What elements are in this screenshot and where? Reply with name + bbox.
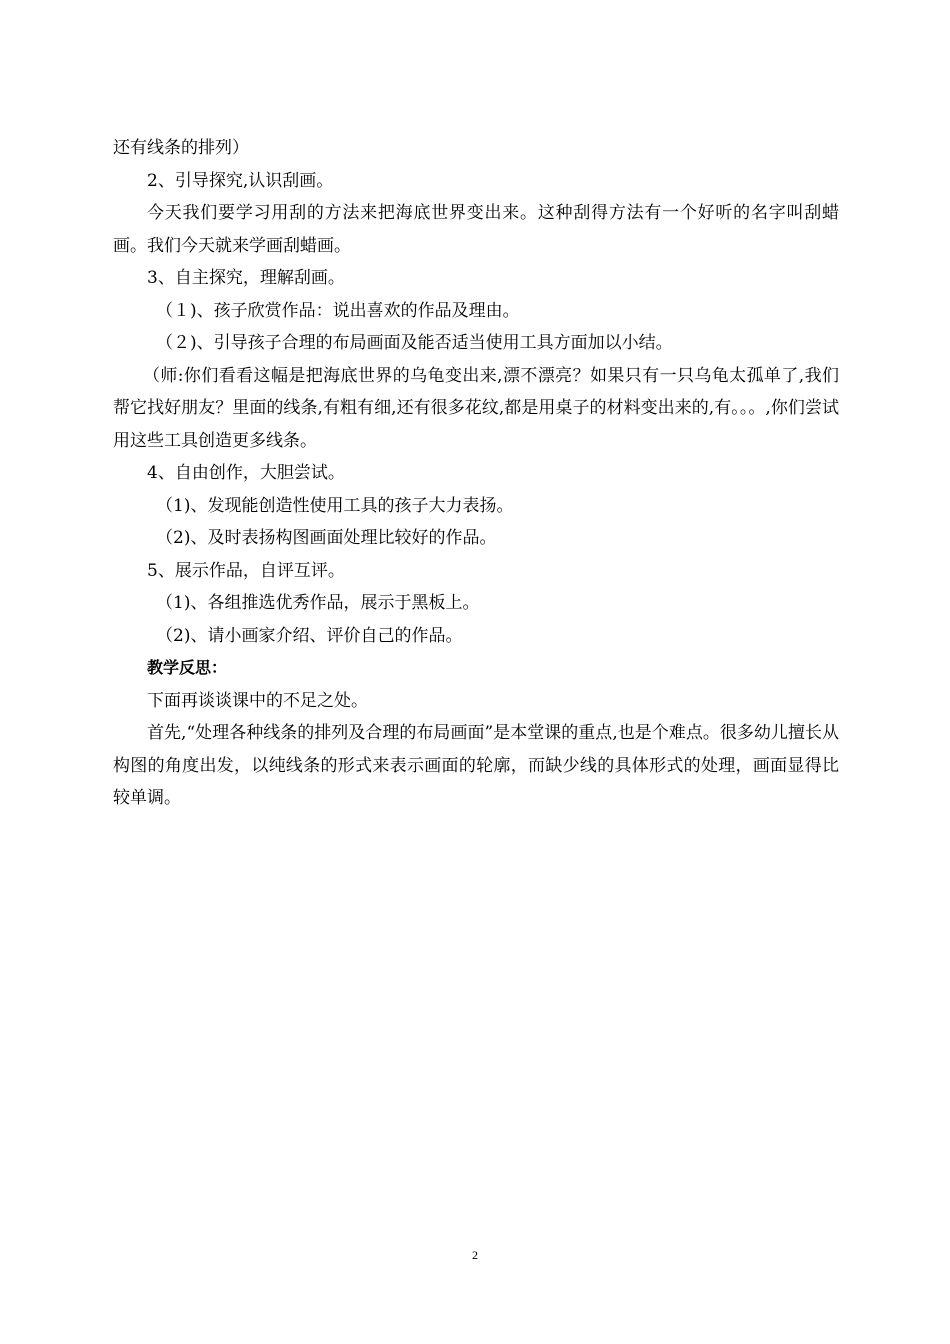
step-4-heading: 4、自由创作，大胆尝试。 xyxy=(147,463,345,483)
step-4-item-2: （2)、及时表扬构图画面处理比较好的作品。 xyxy=(156,528,497,548)
step-4-item-1: （1)、发现能创造性使用工具的孩子大力表扬。 xyxy=(156,495,514,516)
step-5-item-1: （1)、各组推选优秀作品，展示于黑板上。 xyxy=(156,593,480,613)
reflection-heading: 教学反思： xyxy=(147,658,228,677)
reflection-intro: 下面再谈谈课中的不足之处。 xyxy=(147,690,368,711)
step-3-item-1: （１)、孩子欣赏作品：说出喜欢的作品及理由。 xyxy=(156,300,520,321)
step-5-heading: 5、展示作品，自评互评。 xyxy=(147,560,345,581)
page-number: 2 xyxy=(472,1248,478,1262)
paragraph-intro-scratch-painting: 今天我们要学习用刮的方法来把海底世界变出来。这种刮得方法有一个好听的名字叫刮蜡画。我们今天就来学画刮蜡画。 xyxy=(113,203,839,256)
step-3-item-2: （２)、引导孩子合理的布局画面及能否适当使用工具方面加以小结。 xyxy=(156,333,673,353)
step-3-heading: 3、自主探究，理解刮画。 xyxy=(147,268,345,288)
paragraph-continuation: 还有线条的排列） xyxy=(113,138,249,158)
reflection-paragraph: 首先,“处理各种线条的排列及合理的布局画面”是本堂课的重点,也是个难点。很多幼儿擅长从构图的角度出发，以纯线条的形式来表示画面的轮廓，而缺少线的具体形式的处理，画面显得比较单调。 xyxy=(113,723,839,808)
step-2-heading: 2、引导探究,认识刮画。 xyxy=(147,170,334,191)
step-5-item-2: （2)、请小画家介绍、评价自己的作品。 xyxy=(156,625,463,646)
teacher-dialogue: （师:你们看看这幅是把海底世界的乌龟变出来,漂不漂亮？如果只有一只乌龟太孤单了,我们帮它找好朋友？里面的线条,有粗有细,还有很多花纹,都是用桌子的材料变出来的,有。。。,你们尝试用这些工具创造更多线条。 xyxy=(113,365,839,451)
page-body xyxy=(113,132,839,815)
